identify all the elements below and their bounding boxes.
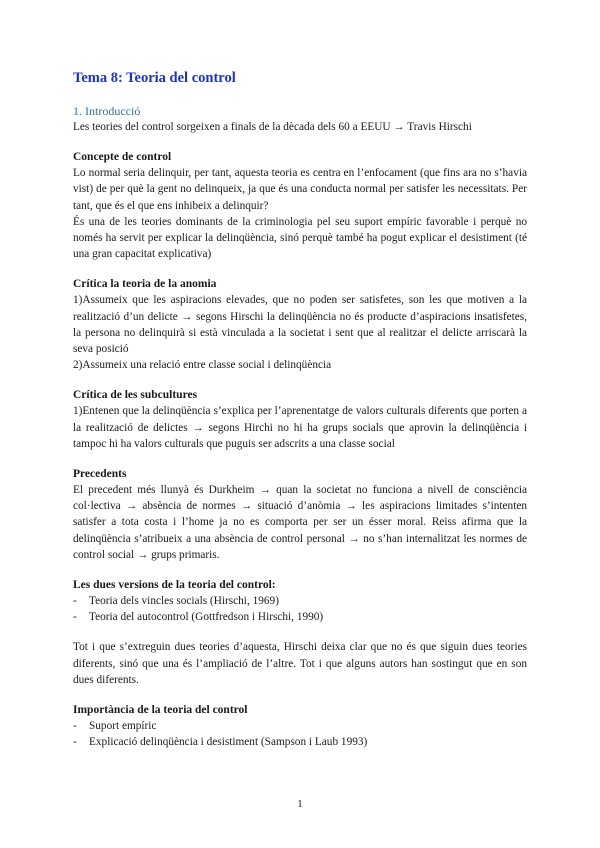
list-item (73, 593, 527, 609)
concepte-paragraph-1: Lo normal seria delinquir, per tant, aquesta teoria es centra en l’enfocament (que fins ara no s’havia vist) de per què la gent no delinqueix, ja que és una conducta normal per satisfer les necessitats. Per tant, que és el que ens inhibeix a delinquir? (73, 167, 527, 212)
bullet-dash: - (73, 736, 77, 749)
importancia-list (73, 718, 527, 750)
page-title: Tema 8: Teoria del control (73, 70, 236, 86)
list-item (73, 609, 527, 625)
list-item-text: Teoria dels vincles socials (Hirschi, 1969) (89, 595, 279, 608)
intro-text: Les teories del control sorgeixen a finals de la dècada dels 60 a EEUU → Travis Hirschi (73, 121, 472, 133)
precedents-paragraph-1: El precedent més llunyà és Durkheim → quan la societat no funciona a nivell de consciència col·lectiva → absència de normes → situació d’anòmia → les aspiracions limitades s’intenten satisfer a tota costa i l’home ja no es comporta per ser un ésser moral. Reiss afirma que la delinqüència s’atribueix a una absència de control personal → no s’han internalitzat les normes de control social → grups primaris. (73, 484, 527, 561)
concepte-paragraph-2: És una de les teories dominants de la criminologia pel seu suport empíric favorable i perquè no només ha servit per explicar la delinqüència, sinó perquè també ha pogut explicar el desistiment (té una gran capacitat explicativa) (73, 215, 527, 261)
list-item-text: Explicació delinqüència i desistiment (Sampson i Laub 1993) (89, 736, 368, 749)
versions-list (73, 593, 527, 625)
bullet-dash: - (73, 720, 77, 733)
concepte-heading: Concepte de control (73, 151, 172, 164)
list-item-text: Suport empíric (89, 720, 157, 733)
intro-heading: 1. Introducció (73, 104, 141, 118)
precedents-heading: Precedents (73, 468, 127, 481)
list-item-text: Teoria del autocontrol (Gottfredson i Hirschi, 1990) (89, 611, 324, 624)
versions-heading: Les dues versions de la teoria del control: (73, 579, 276, 592)
list-item (73, 718, 527, 734)
subcultures-paragraph-1: 1)Entenen que la delinqüència s’explica per l’aprenentatge de valors culturals diferents que porten a la realització de delictes → segons Hirchi no hi ha grups socials que aprovin la delinqüència i tampoc hi ha valors culturals que puguis ser adscrits a una classe social (73, 405, 527, 450)
importancia-heading: Importància de la teoria del control (73, 704, 248, 717)
subcultures-heading: Crítica de les subcultures (73, 389, 198, 402)
bullet-dash: - (73, 595, 77, 608)
anomia-heading: Crítica la teoria de la anomia (73, 278, 217, 291)
document-page (73, 70, 527, 750)
list-item (73, 734, 527, 750)
anomia-paragraph-1: 1)Assumeix que les aspiracions elevades, que no poden ser satisfetes, son les que motiven a la realització d’un delicte → segons Hirschi la delinqüència no és producte d’aspiracions insatisfetes, la persona no delinquirà si està vinculada a la societat i sent que al realitzar el delicte arriscarà la seva posició (73, 294, 527, 356)
versions-paragraph: Tot i que s’extreguin dues teories d’aquesta, Hirschi deixa clar que no és que siguin dues teories diferents, sinó que una és l’ampliació de l’altre. Tot i que alguns autors han sostingut que en son dues diferents. (73, 641, 527, 686)
anomia-paragraph-2: 2)Assumeix una relació entre classe social i delinqüència (73, 359, 332, 372)
page-number: 1 (297, 798, 303, 810)
bullet-dash: - (73, 611, 77, 624)
